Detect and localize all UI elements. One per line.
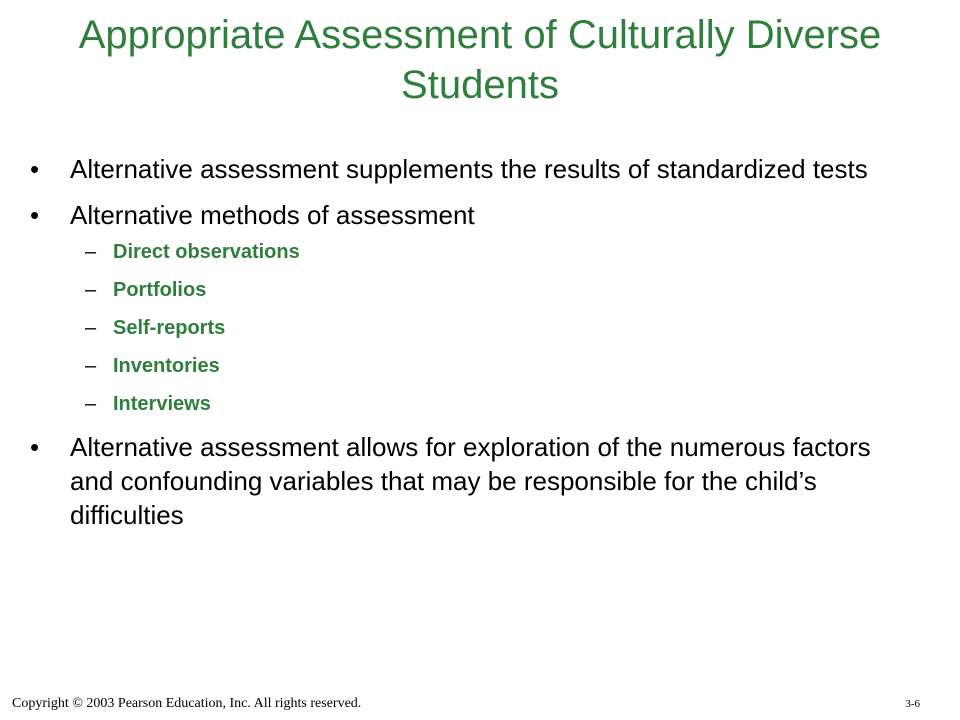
bullet-item xyxy=(30,198,900,232)
method-item xyxy=(30,392,900,417)
bullet-marker: • xyxy=(30,432,40,462)
method-item xyxy=(30,278,900,303)
method-item xyxy=(30,354,900,379)
bullet-item xyxy=(30,430,900,532)
method-text: Self-reports xyxy=(113,317,226,339)
sub-marker: – xyxy=(85,279,97,301)
bullet-text: Alternative assessment allows for exploration of the numerous factors and confounding variables that may be responsible for the child’s difficulties xyxy=(70,432,871,530)
sub-marker: – xyxy=(85,355,97,377)
bullet-marker: • xyxy=(30,200,40,230)
sub-marker: – xyxy=(85,241,97,263)
method-text: Inventories xyxy=(113,355,220,377)
sub-marker: – xyxy=(85,393,97,415)
method-item xyxy=(30,240,900,265)
bullet-item xyxy=(30,152,900,186)
slide-title: Appropriate Assessment of Culturally Diverse Students xyxy=(78,13,882,107)
method-item xyxy=(30,316,900,341)
sub-marker: – xyxy=(85,317,97,339)
page-number: 3-6 xyxy=(905,698,920,710)
method-text: Interviews xyxy=(113,393,211,415)
method-text: Direct observations xyxy=(113,241,300,263)
bullet-text: Alternative methods of assessment xyxy=(70,200,475,230)
copyright-footer: Copyright © 2003 Pearson Education, Inc. All rights reserved. xyxy=(12,696,362,711)
slide-body xyxy=(30,152,900,544)
methods-list xyxy=(30,240,900,417)
bullet-text: Alternative assessment supplements the results of standardized tests xyxy=(70,154,868,184)
method-text: Portfolios xyxy=(113,279,207,301)
bullet-marker: • xyxy=(30,154,40,184)
